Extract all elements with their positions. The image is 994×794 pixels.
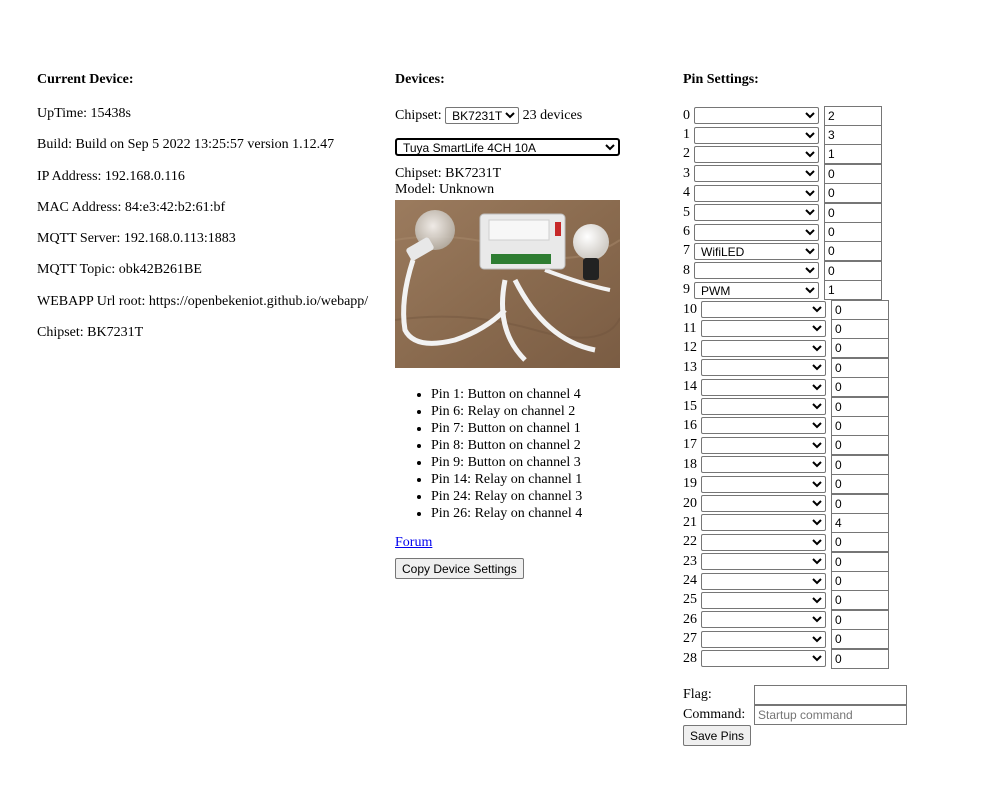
pin-number: 2 <box>683 146 690 162</box>
pin-number: 27 <box>683 631 697 647</box>
pin-role-select[interactable] <box>701 398 826 415</box>
device-count: 23 devices <box>522 108 583 123</box>
pin-role-select[interactable] <box>701 650 826 667</box>
pin-row <box>683 242 983 261</box>
pin-number: 25 <box>683 592 697 608</box>
pin-role-select[interactable] <box>701 476 826 493</box>
pin-channel-input[interactable] <box>824 203 882 223</box>
pin-rows <box>683 106 983 668</box>
pin-row <box>683 145 983 164</box>
pin-role-select[interactable] <box>694 185 819 202</box>
pin-role-select[interactable] <box>701 573 826 590</box>
pin-number: 9 <box>683 282 690 298</box>
list-item: • Pin 6: Relay on channel 2 <box>431 403 655 420</box>
device-pin-list <box>395 386 655 522</box>
pin-channel-input[interactable] <box>824 261 882 281</box>
pin-row <box>683 125 983 144</box>
pin-channel-input[interactable] <box>831 571 889 591</box>
pin-number: 13 <box>683 359 697 375</box>
pin-settings-panel <box>683 72 983 746</box>
pin-channel-input[interactable] <box>831 590 889 610</box>
pin-number: 22 <box>683 534 697 550</box>
list-item: • Pin 26: Relay on channel 4 <box>431 505 655 522</box>
pin-row <box>683 455 983 474</box>
pin-role-select[interactable] <box>701 359 826 376</box>
pin-row <box>683 571 983 590</box>
pin-number: 1 <box>683 127 690 143</box>
flag-input[interactable] <box>754 685 907 705</box>
pin-role-select[interactable] <box>694 146 819 163</box>
pin-channel-input[interactable] <box>831 629 889 649</box>
pin-row <box>683 319 983 338</box>
pin-channel-input[interactable] <box>824 164 882 184</box>
pin-role-select[interactable] <box>694 107 819 124</box>
flag-command-form <box>683 685 983 746</box>
pin-channel-input[interactable] <box>831 552 889 572</box>
build-text: Build: Build on Sep 5 2022 13:25:57 version 1.12.47 <box>37 137 335 153</box>
pin-channel-input[interactable] <box>831 649 889 669</box>
devices-heading: Devices: <box>395 72 445 87</box>
list-item: • Pin 7: Button on channel 1 <box>431 420 655 437</box>
current-device-panel <box>37 72 382 356</box>
pin-row <box>683 339 983 358</box>
pin-row <box>683 358 983 377</box>
pin-number: 6 <box>683 224 690 240</box>
pin-number: 20 <box>683 495 697 511</box>
command-row <box>683 705 983 725</box>
pin-number: 3 <box>683 165 690 181</box>
device-model: Model: Unknown <box>395 182 495 197</box>
pin-role-select[interactable] <box>694 127 819 144</box>
pin-number: 4 <box>683 185 690 201</box>
pin-row <box>683 474 983 493</box>
pin-channel-input[interactable] <box>824 222 882 242</box>
pin-channel-input[interactable] <box>831 338 889 358</box>
pin-row <box>683 552 983 571</box>
pin-number: 28 <box>683 650 697 666</box>
pin-row <box>683 222 983 241</box>
pin-channel-input[interactable] <box>831 377 889 397</box>
pin-number: 15 <box>683 398 697 414</box>
pin-row <box>683 300 983 319</box>
pin-channel-input[interactable] <box>831 610 889 630</box>
pin-row <box>683 261 983 280</box>
pin-role-select[interactable] <box>701 301 826 318</box>
current-device-heading: Current Device: <box>37 72 134 87</box>
pin-channel-input[interactable] <box>831 319 889 339</box>
pin-channel-input[interactable] <box>831 358 889 378</box>
pin-role-select[interactable] <box>701 456 826 473</box>
pin-row <box>683 184 983 203</box>
pin-settings-heading: Pin Settings: <box>683 72 759 87</box>
device-select[interactable] <box>395 138 620 156</box>
chipset-text: Chipset: BK7231T <box>37 325 144 341</box>
pin-number: 19 <box>683 476 697 492</box>
flag-label: Flag: <box>683 687 712 703</box>
pin-number: 23 <box>683 553 697 569</box>
pin-role-select[interactable] <box>701 379 826 396</box>
pin-number: 17 <box>683 437 697 453</box>
pin-channel-input[interactable] <box>831 513 889 533</box>
pin-number: 18 <box>683 456 697 472</box>
pin-number: 12 <box>683 340 697 356</box>
list-item: • Pin 14: Relay on channel 1 <box>431 471 655 488</box>
pin-row <box>683 106 983 125</box>
devices-panel <box>395 72 655 579</box>
pin-row <box>683 513 983 532</box>
pin-number: 8 <box>683 262 690 278</box>
pin-role-select[interactable] <box>701 417 826 434</box>
pin-role-select[interactable] <box>694 165 819 182</box>
webapp-url-text: WEBAPP Url root: https://openbekeniot.github.io/webapp/ <box>37 293 369 309</box>
pin-role-select[interactable] <box>701 631 826 648</box>
pin-role-select[interactable] <box>701 340 826 357</box>
pin-role-select[interactable] <box>694 262 819 279</box>
pin-role-select[interactable] <box>701 514 826 531</box>
mqtt-server-text: MQTT Server: 192.168.0.113:1883 <box>37 231 236 247</box>
chipset-row <box>395 106 655 126</box>
list-item: • Pin 8: Button on channel 2 <box>431 437 655 454</box>
pin-channel-input[interactable] <box>831 532 889 552</box>
pin-row <box>683 610 983 629</box>
chipset-select[interactable] <box>445 107 519 124</box>
pin-row <box>683 377 983 396</box>
list-item: • Pin 1: Button on channel 4 <box>431 386 655 403</box>
pin-number: 11 <box>683 320 697 336</box>
uptime-text: UpTime: 15438s <box>37 106 132 121</box>
pin-number: 14 <box>683 379 697 395</box>
pin-channel-input[interactable] <box>831 300 889 320</box>
pin-row <box>683 164 983 183</box>
pin-channel-input[interactable] <box>831 416 889 436</box>
pin-role-select[interactable] <box>701 437 826 454</box>
pin-row <box>683 281 983 300</box>
pin-number: 24 <box>683 573 697 589</box>
pin-role-select[interactable] <box>701 534 826 551</box>
pin-row <box>683 494 983 513</box>
device-info-list <box>37 106 382 356</box>
pin-row <box>683 397 983 416</box>
pin-row <box>683 203 983 222</box>
pin-number: 5 <box>683 204 690 220</box>
mac-address-text: MAC Address: 84:e3:42:b2:61:bf <box>37 199 226 215</box>
pin-role-select[interactable] <box>701 320 826 337</box>
pin-role-select[interactable] <box>694 204 819 221</box>
list-item: • Pin 24: Relay on channel 3 <box>431 488 655 505</box>
pin-channel-input[interactable] <box>824 280 882 300</box>
device-photo <box>395 200 620 368</box>
device-chipset: Chipset: BK7231T <box>395 166 502 181</box>
pin-number: 26 <box>683 611 697 627</box>
pin-number: 21 <box>683 514 697 530</box>
pin-role-select[interactable] <box>701 592 826 609</box>
pin-role-select[interactable] <box>701 553 826 570</box>
pin-role-select[interactable] <box>694 224 819 241</box>
pin-role-select[interactable] <box>701 611 826 628</box>
pin-channel-input[interactable] <box>831 455 889 475</box>
pin-channel-input[interactable] <box>824 106 882 126</box>
flag-row <box>683 685 983 705</box>
command-input[interactable] <box>754 705 907 725</box>
pin-channel-input[interactable] <box>831 397 889 417</box>
pin-number: 7 <box>683 243 690 259</box>
pin-number: 0 <box>683 107 690 123</box>
pin-number: 10 <box>683 301 697 317</box>
pin-row <box>683 533 983 552</box>
chipset-label: Chipset: <box>395 108 442 123</box>
pin-channel-input[interactable] <box>824 144 882 164</box>
pin-channel-input[interactable] <box>831 494 889 514</box>
pin-channel-input[interactable] <box>824 241 882 261</box>
pin-row <box>683 416 983 435</box>
ip-address-text: IP Address: 192.168.0.116 <box>37 168 185 184</box>
pin-role-select[interactable] <box>701 495 826 512</box>
command-label: Command: <box>683 707 746 723</box>
pin-channel-input[interactable] <box>824 125 882 145</box>
save-pins-button[interactable]: Save Pins <box>683 725 751 746</box>
pin-row <box>683 630 983 649</box>
mqtt-topic-text: MQTT Topic: obk42B261BE <box>37 262 202 278</box>
pin-role-select[interactable] <box>694 282 819 299</box>
pin-role-select[interactable] <box>694 243 819 260</box>
list-item: • Pin 9: Button on channel 3 <box>431 454 655 471</box>
pin-row <box>683 649 983 668</box>
forum-link[interactable]: Forum <box>395 535 433 550</box>
copy-device-settings-button[interactable]: Copy Device Settings <box>395 558 524 579</box>
pin-channel-input[interactable] <box>831 474 889 494</box>
pin-row <box>683 591 983 610</box>
pin-channel-input[interactable] <box>824 183 882 203</box>
pin-row <box>683 436 983 455</box>
pin-channel-input[interactable] <box>831 435 889 455</box>
pin-number: 16 <box>683 417 697 433</box>
